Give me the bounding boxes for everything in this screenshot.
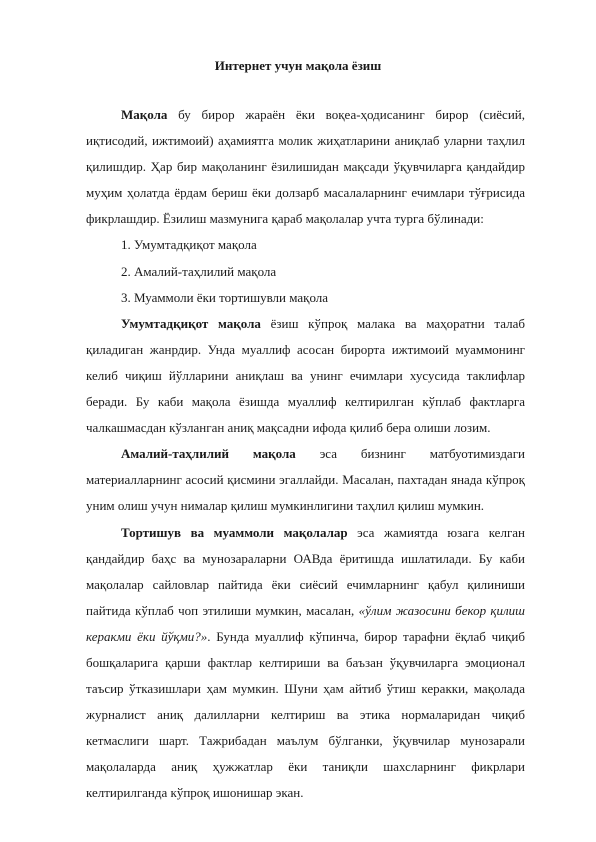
paragraph-text: бу бирор жараён ёки воқеа-ҳодисанинг бирор (сиёсий, иқтисодий, ижтимоий) аҳамиятга молик жиҳатларини аниқлаб уларни таҳлил қилишдир. Ҳар бир мақоланинг ёзилишидан мақсади ўқувчиларга қандайдир муҳим ҳолатда ёрдам бериш ёки долзарб масалаларнинг ечимлари тўғрисида фикрлашдир. Ёзилиш мазмунига қараб мақолалар учта турга бўлинади: bbox=[86, 107, 525, 227]
document-body bbox=[86, 102, 525, 807]
term-maqola: Мақола bbox=[121, 107, 168, 122]
paragraph-text: эса бизнинг матбуотимиздаги материалларнинг асосий қисмини эгаллайди. Масалан, пахтадан янада кўпроқ уним олиш учун нималар қилиш мумкинлигини таҳлил қилиш мумкин. bbox=[86, 446, 525, 514]
term-general-research: Умумтадқиқот мақола bbox=[121, 315, 261, 331]
paragraph-debate bbox=[86, 520, 525, 807]
list-item: 2. Амалий-таҳлилий мақола bbox=[121, 263, 277, 279]
paragraph-text: эса жамиятда юзага келган қандайдир баҳс ва мунозараларни ОАВда ёритишда ишлатилади. Бу каби мақолалар сайловлар пайтида ёки сиёсий ечимларнинг қабул қилиниши пайтида кўплаб чоп этилиши мумкин, масалан, bbox=[86, 524, 526, 618]
paragraph-text: . Бунда муаллиф кўпинча, бирор тарафни ёқлаб чиқиб бошқаларига қарши фактлар келтириши ва баъзан ўқувчиларга эмоционал таъсир ўтказишлари ҳам мумкин. Шуни ҳам айтиб ўтиш керакки, мақолада журналист аниқ далилларни келтириш ва этика нормаларидан чиқиб кетмаслиги шарт. Тажрибадан маълум бўлганки, ўқувчилар мунозарали мақолаларда аниқ ҳужжатлар ёки таниқли шахсларнинг фикрлари келтирилганда кўпроқ ишонишар экан. bbox=[86, 628, 525, 801]
document-title: Интернет учун мақола ёзиш bbox=[214, 58, 382, 73]
term-practical-analytic: Амалий-таҳлилий мақола bbox=[121, 446, 296, 462]
paragraph-text: ёзиш кўпроқ малака ва маҳоратни талаб қиладиган жанрдир. Унда муаллиф асосан бирорта ижтимоий муаммонинг келиб чиқиш йўлларини аниқлаш ва унинг ечимлари хусусида таклифлар беради. Бу каби мақола ёзишда муаллиф келтирилган кўплаб фактларга чалкашмасдан кўзланган аниқ мақсадни ифода қилиб бера олиши лозим. bbox=[86, 315, 525, 436]
list-item: 1. Умумтадқиқот мақола bbox=[121, 237, 257, 253]
paragraph-definition bbox=[86, 102, 525, 232]
list-item: 3. Муаммоли ёки тортишувли мақола bbox=[121, 289, 329, 305]
paragraph-practical-analytic bbox=[86, 441, 525, 519]
paragraph-general-research bbox=[86, 311, 525, 441]
italic-quote: «ўлим жазосини бекор қилиш керакми ёки йўқми?» bbox=[86, 602, 525, 644]
term-debate: Тортишув ва муаммоли мақолалар bbox=[121, 524, 348, 540]
